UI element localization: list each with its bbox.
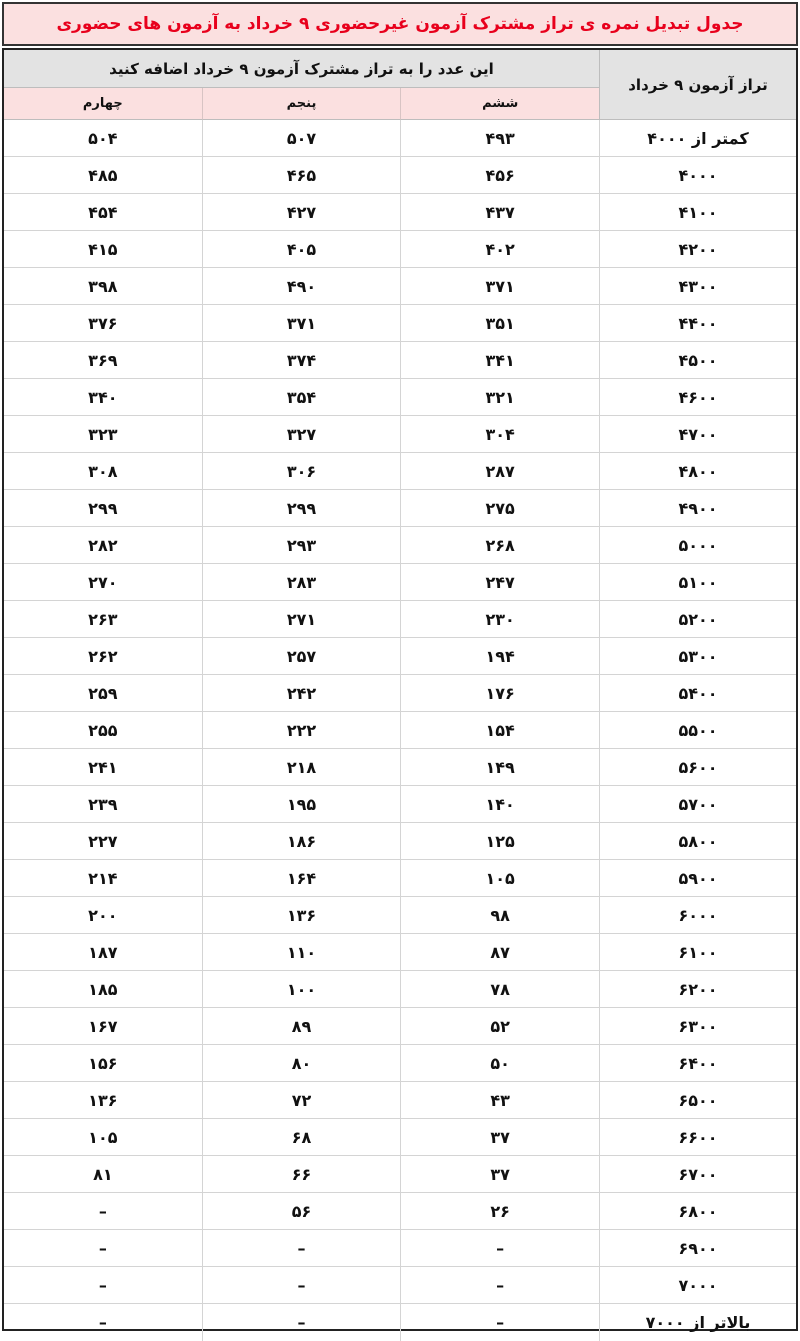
value-cell-fifth: ۲۹۳ [202,527,401,563]
value-cell-fourth: ۱۰۵ [88,1127,118,1147]
value-cell-sixth: ۳۰۴ [400,416,599,452]
value-cell-fifth: ۳۵۴ [202,379,401,415]
header-sub-sixth: ششم [400,88,599,120]
value-cell-fifth: ۳۷۴ [202,342,401,378]
value-cell-sixth: ۲۸۷ [400,453,599,489]
table-row [4,1193,796,1230]
score-cell: ۴۶۰۰ [599,379,796,415]
score-cell: ۶۶۰۰ [599,1119,796,1155]
value-cell-fifth: ۱۳۶ [202,897,401,933]
score-cell: ۵۱۰۰ [599,564,796,600]
value-cell-fourth: ۲۸۲ [88,535,118,555]
value-cell-fourth: ۴۸۵ [88,165,118,185]
table-row [4,1008,796,1045]
table-body [4,120,796,1341]
table-row [4,379,796,416]
score-cell: ۵۳۰۰ [599,638,796,674]
value-cell-fifth: ۶۸ [202,1119,401,1155]
value-cell-sixth: ۴۹۳ [400,120,599,156]
score-cell: ۴۷۰۰ [599,416,796,452]
table-row [4,601,796,638]
value-cell-fifth: ۸۰ [202,1045,401,1081]
value-cell-sixth: ۱۲۵ [400,823,599,859]
score-cell: ۴۹۰۰ [599,490,796,526]
table-row [4,305,796,342]
value-cell-sixth: ۴۵۶ [400,157,599,193]
table-row [4,268,796,305]
table-row [4,897,796,934]
value-cell-fourth: ۳۶۹ [88,350,118,370]
value-cell-sixth: ۱۷۶ [400,675,599,711]
value-cell-sixth: ۳۲۱ [400,379,599,415]
score-cell: ۴۰۰۰ [599,157,796,193]
value-cell-sixth: ۹۸ [400,897,599,933]
value-cell-fifth: ۴۹۰ [202,268,401,304]
value-cell-fourth: ۱۵۶ [88,1053,118,1073]
table-row [4,1230,796,1267]
value-cell-fifth: ۲۱۸ [202,749,401,785]
value-cell-fifth: ۳۷۱ [202,305,401,341]
value-cell-fourth: ۳۲۳ [88,424,118,444]
table-row [4,453,796,490]
value-cell-fifth: – [202,1267,401,1303]
value-cell-sixth: ۲۴۷ [400,564,599,600]
value-cell-fourth: – [98,1313,107,1332]
value-cell-sixth: ۴۰۲ [400,231,599,267]
value-cell-fourth: ۱۶۷ [88,1016,118,1036]
value-cell-fourth: ۲۹۹ [88,498,118,518]
score-cell: ۶۷۰۰ [599,1156,796,1192]
value-cell-fourth: ۸۱ [93,1164,113,1184]
score-cell: ۵۲۰۰ [599,601,796,637]
value-cell-sixth: ۷۸ [400,971,599,1007]
table-row [4,120,796,157]
value-cell-fourth: ۳۰۸ [88,461,118,481]
value-cell-sixth: ۱۰۵ [400,860,599,896]
table-row [4,749,796,786]
value-cell-fourth: ۲۲۷ [88,831,118,851]
table-row [4,638,796,675]
table-row [4,712,796,749]
value-cell-sixth: ۳۷۱ [400,268,599,304]
value-cell-fourth: ۳۴۰ [88,387,118,407]
value-cell-fifth: ۷۲ [202,1082,401,1118]
value-cell-fifth: ۴۰۵ [202,231,401,267]
value-cell-fifth: ۱۸۶ [202,823,401,859]
score-cell: ۴۴۰۰ [599,305,796,341]
table-row [4,342,796,379]
score-cell: ۴۵۰۰ [599,342,796,378]
score-cell: ۵۸۰۰ [599,823,796,859]
score-cell: ۵۵۰۰ [599,712,796,748]
table-header [4,50,796,120]
value-cell-fourth: ۴۵۴ [88,202,118,222]
table-row [4,675,796,712]
table-row [4,1156,796,1193]
value-cell-fifth: ۸۹ [202,1008,401,1044]
value-cell-fifth: ۱۰۰ [202,971,401,1007]
value-cell-fourth: ۱۸۷ [88,942,118,962]
score-cell: ۶۴۰۰ [599,1045,796,1081]
value-cell-fifth: ۲۷۱ [202,601,401,637]
table-row [4,1119,796,1156]
value-cell-fourth: ۲۶۳ [88,609,118,629]
value-cell-fourth: – [98,1238,107,1258]
score-cell: ۵۰۰۰ [599,527,796,563]
score-cell: ۴۸۰۰ [599,453,796,489]
value-cell-sixth: ۲۶ [400,1193,599,1229]
value-cell-fifth: ۴۶۵ [202,157,401,193]
score-cell: ۶۵۰۰ [599,1082,796,1118]
value-cell-fifth: ۲۴۲ [202,675,401,711]
value-cell-sixth: – [400,1304,599,1341]
table-row [4,527,796,564]
value-cell-fourth: ۲۶۲ [88,646,118,666]
value-cell-sixth: ۳۷ [400,1156,599,1192]
value-cell-sixth: ۱۵۴ [400,712,599,748]
value-cell-fourth: ۱۳۶ [88,1090,118,1110]
header-group [4,50,599,120]
value-cell-fourth: ۳۹۸ [88,276,118,296]
value-cell-sixth: ۲۷۵ [400,490,599,526]
value-cell-sixth: ۴۳۷ [400,194,599,230]
value-cell-sixth: ۳۷ [400,1119,599,1155]
value-cell-sixth: ۱۴۰ [400,786,599,822]
table-row [4,564,796,601]
value-cell-fifth: ۵۰۷ [202,120,401,156]
value-cell-sixth: ۳۵۱ [400,305,599,341]
value-cell-fourth: – [98,1275,107,1295]
value-cell-sixth: ۵۲ [400,1008,599,1044]
score-cell: کمتر از ۴۰۰۰ [599,120,796,156]
value-cell-fourth: ۲۳۹ [88,794,118,814]
value-cell-fourth: ۲۴۱ [88,757,118,777]
value-cell-fifth: ۴۲۷ [202,194,401,230]
score-cell: ۶۲۰۰ [599,971,796,1007]
value-cell-fourth: ۲۵۵ [88,720,118,740]
value-cell-fifth: – [202,1304,401,1341]
value-cell-fifth: – [202,1230,401,1266]
value-cell-sixth: ۴۳ [400,1082,599,1118]
table-row [4,1082,796,1119]
score-cell: بالاتر از ۷۰۰۰ [599,1304,796,1341]
table-title: جدول تبدیل نمره ی تراز مشترک آزمون غیرحضوری ۹ خرداد به آزمون های حضوری [2,2,798,46]
value-cell-fourth: – [98,1201,107,1221]
value-cell-fifth: ۱۶۴ [202,860,401,896]
score-cell: ۵۷۰۰ [599,786,796,822]
table-row [4,194,796,231]
value-cell-fifth: ۲۸۳ [202,564,401,600]
value-cell-sixth: ۱۴۹ [400,749,599,785]
value-cell-fourth: ۴۱۵ [88,239,118,259]
value-cell-sixth: ۵۰ [400,1045,599,1081]
table-row [4,490,796,527]
header-subcolumns [4,88,599,120]
value-cell-sixth: – [400,1230,599,1266]
value-cell-fifth: ۶۶ [202,1156,401,1192]
value-cell-fifth: ۵۶ [202,1193,401,1229]
value-cell-fourth: ۵۰۴ [88,128,118,148]
table-row [4,1304,796,1341]
header-sub-fourth: چهارم [4,88,202,120]
value-cell-fourth: ۲۷۰ [88,572,118,592]
header-sub-fifth: پنجم [202,88,401,120]
value-cell-fourth: ۱۸۵ [88,979,118,999]
score-cell: ۶۰۰۰ [599,897,796,933]
table-row [4,1045,796,1082]
table-row [4,823,796,860]
score-cell: ۶۸۰۰ [599,1193,796,1229]
score-cell: ۴۳۰۰ [599,268,796,304]
value-cell-fifth: ۲۵۷ [202,638,401,674]
table-row [4,786,796,823]
value-cell-fifth: ۲۹۹ [202,490,401,526]
score-cell: ۴۲۰۰ [599,231,796,267]
value-cell-sixth: – [400,1267,599,1303]
value-cell-sixth: ۳۴۱ [400,342,599,378]
value-cell-fifth: ۲۲۲ [202,712,401,748]
score-cell: ۴۱۰۰ [599,194,796,230]
table-row [4,416,796,453]
value-cell-sixth: ۸۷ [400,934,599,970]
value-cell-fifth: ۱۹۵ [202,786,401,822]
conversion-table [2,48,798,1331]
header-main-column: تراز آزمون ۹ خرداد [599,50,796,120]
table-row [4,934,796,971]
value-cell-fifth: ۳۰۶ [202,453,401,489]
score-cell: ۶۱۰۰ [599,934,796,970]
table-row [4,231,796,268]
score-cell: ۶۳۰۰ [599,1008,796,1044]
score-cell: ۵۹۰۰ [599,860,796,896]
score-cell: ۵۴۰۰ [599,675,796,711]
table-row [4,1267,796,1304]
table-row [4,860,796,897]
value-cell-fourth: ۳۷۶ [88,313,118,333]
value-cell-sixth: ۲۶۸ [400,527,599,563]
header-group-title: این عدد را به تراز مشترک آزمون ۹ خرداد اضافه کنید [4,50,599,88]
value-cell-fifth: ۱۱۰ [202,934,401,970]
score-cell: ۵۶۰۰ [599,749,796,785]
score-cell: ۶۹۰۰ [599,1230,796,1266]
score-cell: ۷۰۰۰ [599,1267,796,1303]
value-cell-fifth: ۳۲۷ [202,416,401,452]
value-cell-fourth: ۲۰۰ [88,905,118,925]
value-cell-sixth: ۱۹۴ [400,638,599,674]
table-row [4,157,796,194]
table-row [4,971,796,1008]
value-cell-sixth: ۲۳۰ [400,601,599,637]
value-cell-fourth: ۲۱۴ [88,868,118,888]
value-cell-fourth: ۲۵۹ [88,683,118,703]
